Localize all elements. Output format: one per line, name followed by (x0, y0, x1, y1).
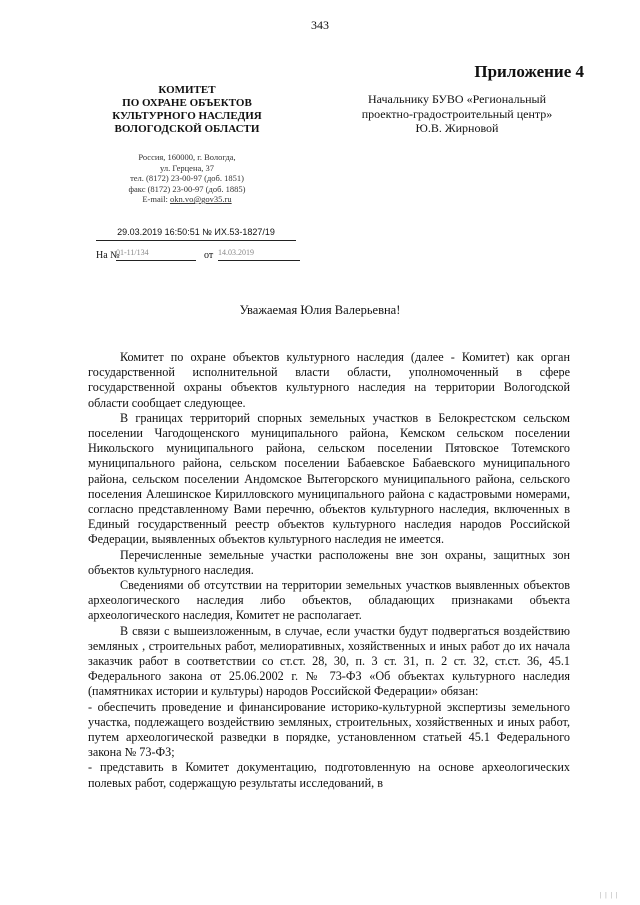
org-line: ПО ОХРАНЕ ОБЪЕКТОВ (122, 97, 252, 109)
address-line: ул. Герцена, 37 (159, 162, 215, 173)
reference-line (96, 246, 316, 264)
sender-organization (92, 84, 282, 136)
recipient-line: Начальнику БУВО «Региональный (368, 92, 546, 106)
list-item: - обеспечить проведение и финансирование историко-культурной экспертизы земельного участка, подлежащего воздействию земляных, строительных, хозяйственных и иных работ, путем археологической разведки в порядке, установленном статьей 45.1 Федерального закона № 73-ФЗ; (88, 699, 570, 760)
letter-body (88, 350, 570, 791)
recipient-block (322, 92, 592, 136)
reference-from-label: от (204, 250, 214, 261)
scan-mark: | | | | (600, 891, 618, 899)
paragraph: В связи с вышеизложенным, в случае, если участки будут подвергаться воздействию земляных , строительных работ, мелиоративных, хозяйственных и иных работ до их начала заказчик работ в соответствии со ст.ст. 28, 30, п. 3 ст. 31, п. 2 ст. 32, ст.ст. 36, 45.1 Федерального закона от 25.06.2002 г. № 73-ФЗ «Об объектах культурного наследия (памятниках истории и культуры) народов Российской Федерации» обязан: (88, 623, 570, 699)
email-label: E-mail: (142, 194, 170, 204)
recipient-line: Ю.В. Жирновой (415, 121, 499, 135)
list-item: - представить в Комитет документацию, подготовленную на основе археологических полевых работ, содержащую результаты исследований, в (88, 760, 570, 790)
reference-from-value: 14.03.2019 (218, 246, 300, 261)
org-line: КОМИТЕТ (158, 84, 216, 96)
paragraph: Перечисленные земельные участки расположены вне зон охраны, защитных зон объектов культурного наследия. (88, 547, 570, 577)
reference-no-value: 01-11/134 (116, 246, 196, 261)
org-line: ВОЛОГОДСКОЙ ОБЛАСТИ (114, 123, 260, 135)
paragraph: Сведениями об отсутствии на территории земельных участков выявленных объектов археологического наследия либо объектов, обладающих признаками объекта археологического наследия, Комитет не располагает. (88, 578, 570, 623)
page-number: 343 (311, 18, 329, 32)
registration-stamp: 29.03.2019 16:50:51 № ИХ.53-1827/19 (96, 224, 296, 241)
address-line: тел. (8172) 23-00-97 (доб. 1851) (130, 173, 244, 183)
email-link[interactable]: okn.vo@gov35.ru (169, 194, 232, 204)
reference-no-label: На № (96, 250, 120, 261)
sender-address (92, 152, 282, 205)
appendix-label: Приложение 4 (474, 62, 584, 81)
paragraph: Комитет по охране объектов культурного наследия (далее - Комитет) как орган государственной исполнительной власти области, уполномоченный в сфере государственной охраны объектов культурного наследия на территории Вологодской области сообщает следующее. (88, 350, 570, 410)
email-line (92, 194, 282, 205)
paragraph: В границах территорий спорных земельных участков в Белокрестском сельском поселении Чагодощенского муниципального района, Кемском сельском поселении Никольского муниципального района, сельском поселении Пятовское Тотемского муниципального района, сельском поселении Бабаевское Бабаевского муниципального района, сельском поселении Андомское Вытегорского муниципального района, сельского поселения Алешинское Кирилловского муниципального района с кадастровыми номерами, согласно представленному Вами перечню, объектов культурного наследия, включенных в Единый государственный реестр объектов культурного наследия народов Российской Федерации, выявленных объектов культурного наследия не имеется. (88, 410, 570, 547)
recipient-line: проектно-градостроительный центр» (361, 106, 553, 121)
org-line: КУЛЬТУРНОГО НАСЛЕДИЯ (112, 110, 262, 122)
address-line: факс (8172) 23-00-97 (доб. 1885) (128, 183, 246, 194)
greeting: Уважаемая Юлия Валерьевна! (239, 303, 401, 317)
address-line: Россия, 160000, г. Вологда, (138, 152, 236, 162)
